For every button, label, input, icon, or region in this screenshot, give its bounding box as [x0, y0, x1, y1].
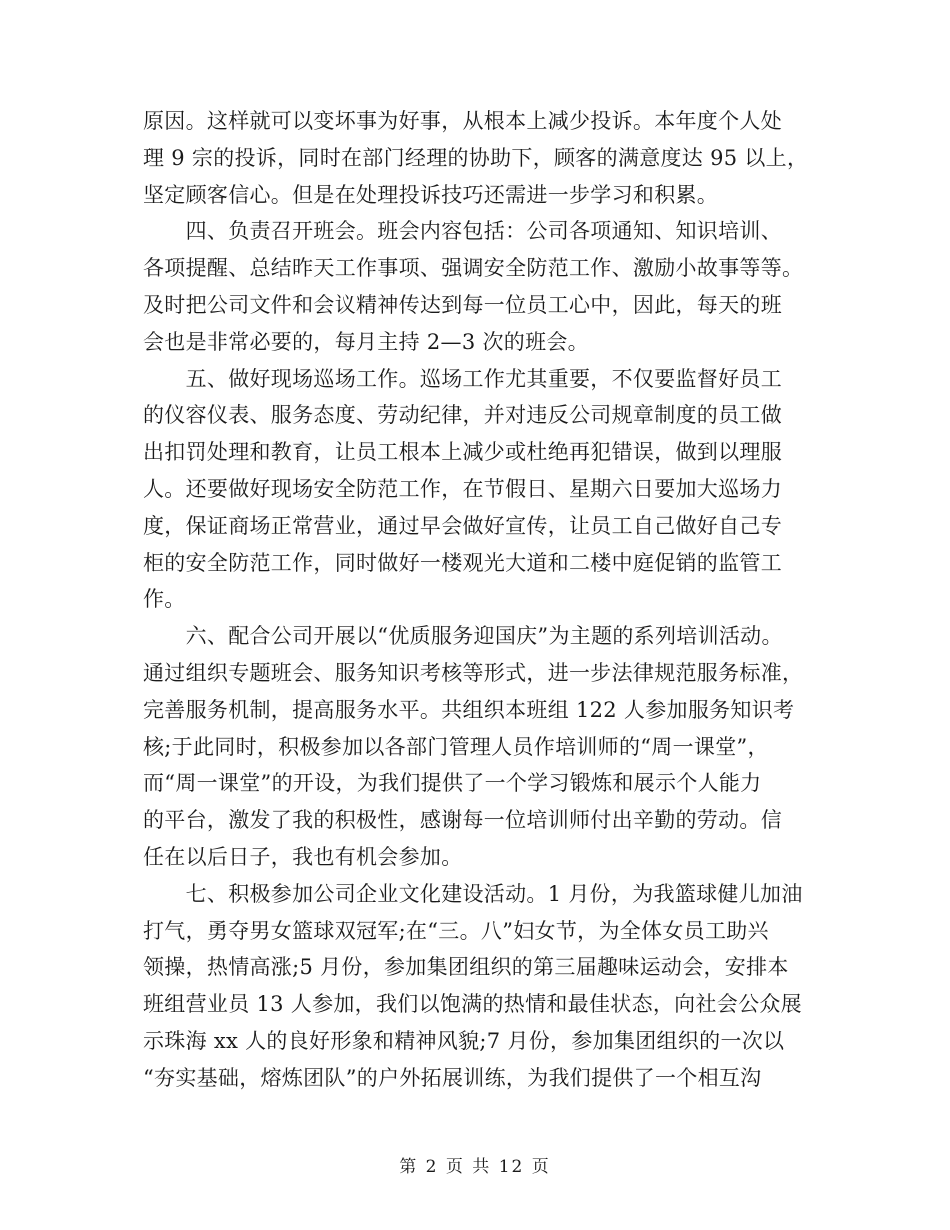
text-line: 原因。这样就可以变坏事为好事，从根本上减少投诉。本年度个人处 — [143, 109, 782, 133]
text-line: 而“周一课堂”的开设，为我们提供了一个学习锻炼和展示个人能力 — [143, 771, 762, 796]
text-line: 七、积极参加公司企业文化建设活动。1 月份，为我篮球健儿加油 — [143, 881, 803, 906]
text-line: 领操，热情高涨;5 月份，参加集团组织的第三届趣味运动会，安排本 — [143, 955, 789, 980]
text-line: 班组营业员 13 人参加，我们以饱满的热情和最佳状态，向社会公众展 — [143, 992, 802, 1017]
text-line: 六、配合公司开展以“优质服务迎国庆”为主题的系列培训活动。 — [143, 624, 783, 649]
text-line: 示珠海 xx 人的良好形象和精神风貌;7 月份，参加集团组织的一次以 — [143, 1029, 785, 1053]
text-line: 坚定顾客信心。但是在处理投诉技巧还需进一步学习和积累。 — [143, 182, 719, 207]
text-line: “夯实基础，熔炼团队”的户外拓展训练，为我们提供了一个相互沟 — [143, 1065, 762, 1090]
page-footer: 第 2 页 共 12 页 — [399, 1157, 551, 1177]
text-line: 会也是非常必要的，每月主持 2—3 次的班会。 — [143, 329, 589, 354]
text-line: 的平台，激发了我的积极性，感谢每一位培训师付出辛勤的劳动。信 — [143, 808, 782, 833]
text-line: 各项提醒、总结昨天工作事项、强调安全防范工作、激励小故事等等。 — [143, 256, 804, 281]
text-line: 打气，勇夺男女篮球双冠军;在“三。八”妇女节，为全体女员工助兴 — [143, 918, 769, 943]
text-line: 度，保证商场正常营业，通过早会做好宣传，让员工自己做好自己专 — [143, 513, 782, 538]
text-line: 通过组织专题班会、服务知识考核等形式，进一步法律规范服务标准， — [143, 661, 804, 685]
text-line: 的仪容仪表、服务态度、劳动纪律，并对违反公司规章制度的员工做 — [143, 403, 782, 428]
text-line: 核;于此同时，积极参加以各部门管理人员作培训师的“周一课堂”， — [143, 734, 769, 759]
text-line: 理 9 宗的投诉，同时在部门经理的协助下，顾客的满意度达 95 以上， — [143, 145, 809, 170]
text-line: 作。 — [143, 587, 186, 612]
text-line: 及时把公司文件和会议精神传达到每一位员工心中，因此，每天的班 — [143, 293, 782, 317]
text-line: 完善服务机制，提高服务水平。共组织本班组 122 人参加服务知识考 — [143, 697, 795, 722]
text-line: 四、负责召开班会。班会内容包括：公司各项通知、知识培训、 — [143, 219, 782, 244]
text-line: 人。还要做好现场安全防范工作，在节假日、星期六日要加大巡场力 — [143, 477, 782, 501]
text-line: 五、做好现场巡场工作。巡场工作尤其重要，不仅要监督好员工 — [143, 366, 782, 391]
text-line: 柜的安全防范工作，同时做好一楼观光大道和二楼中庭促销的监管工 — [143, 550, 782, 575]
text-line: 任在以后日子，我也有机会参加。 — [143, 845, 463, 869]
text-line: 出扣罚处理和教育，让员工根本上减少或杜绝再犯错误，做到以理服 — [143, 440, 782, 465]
